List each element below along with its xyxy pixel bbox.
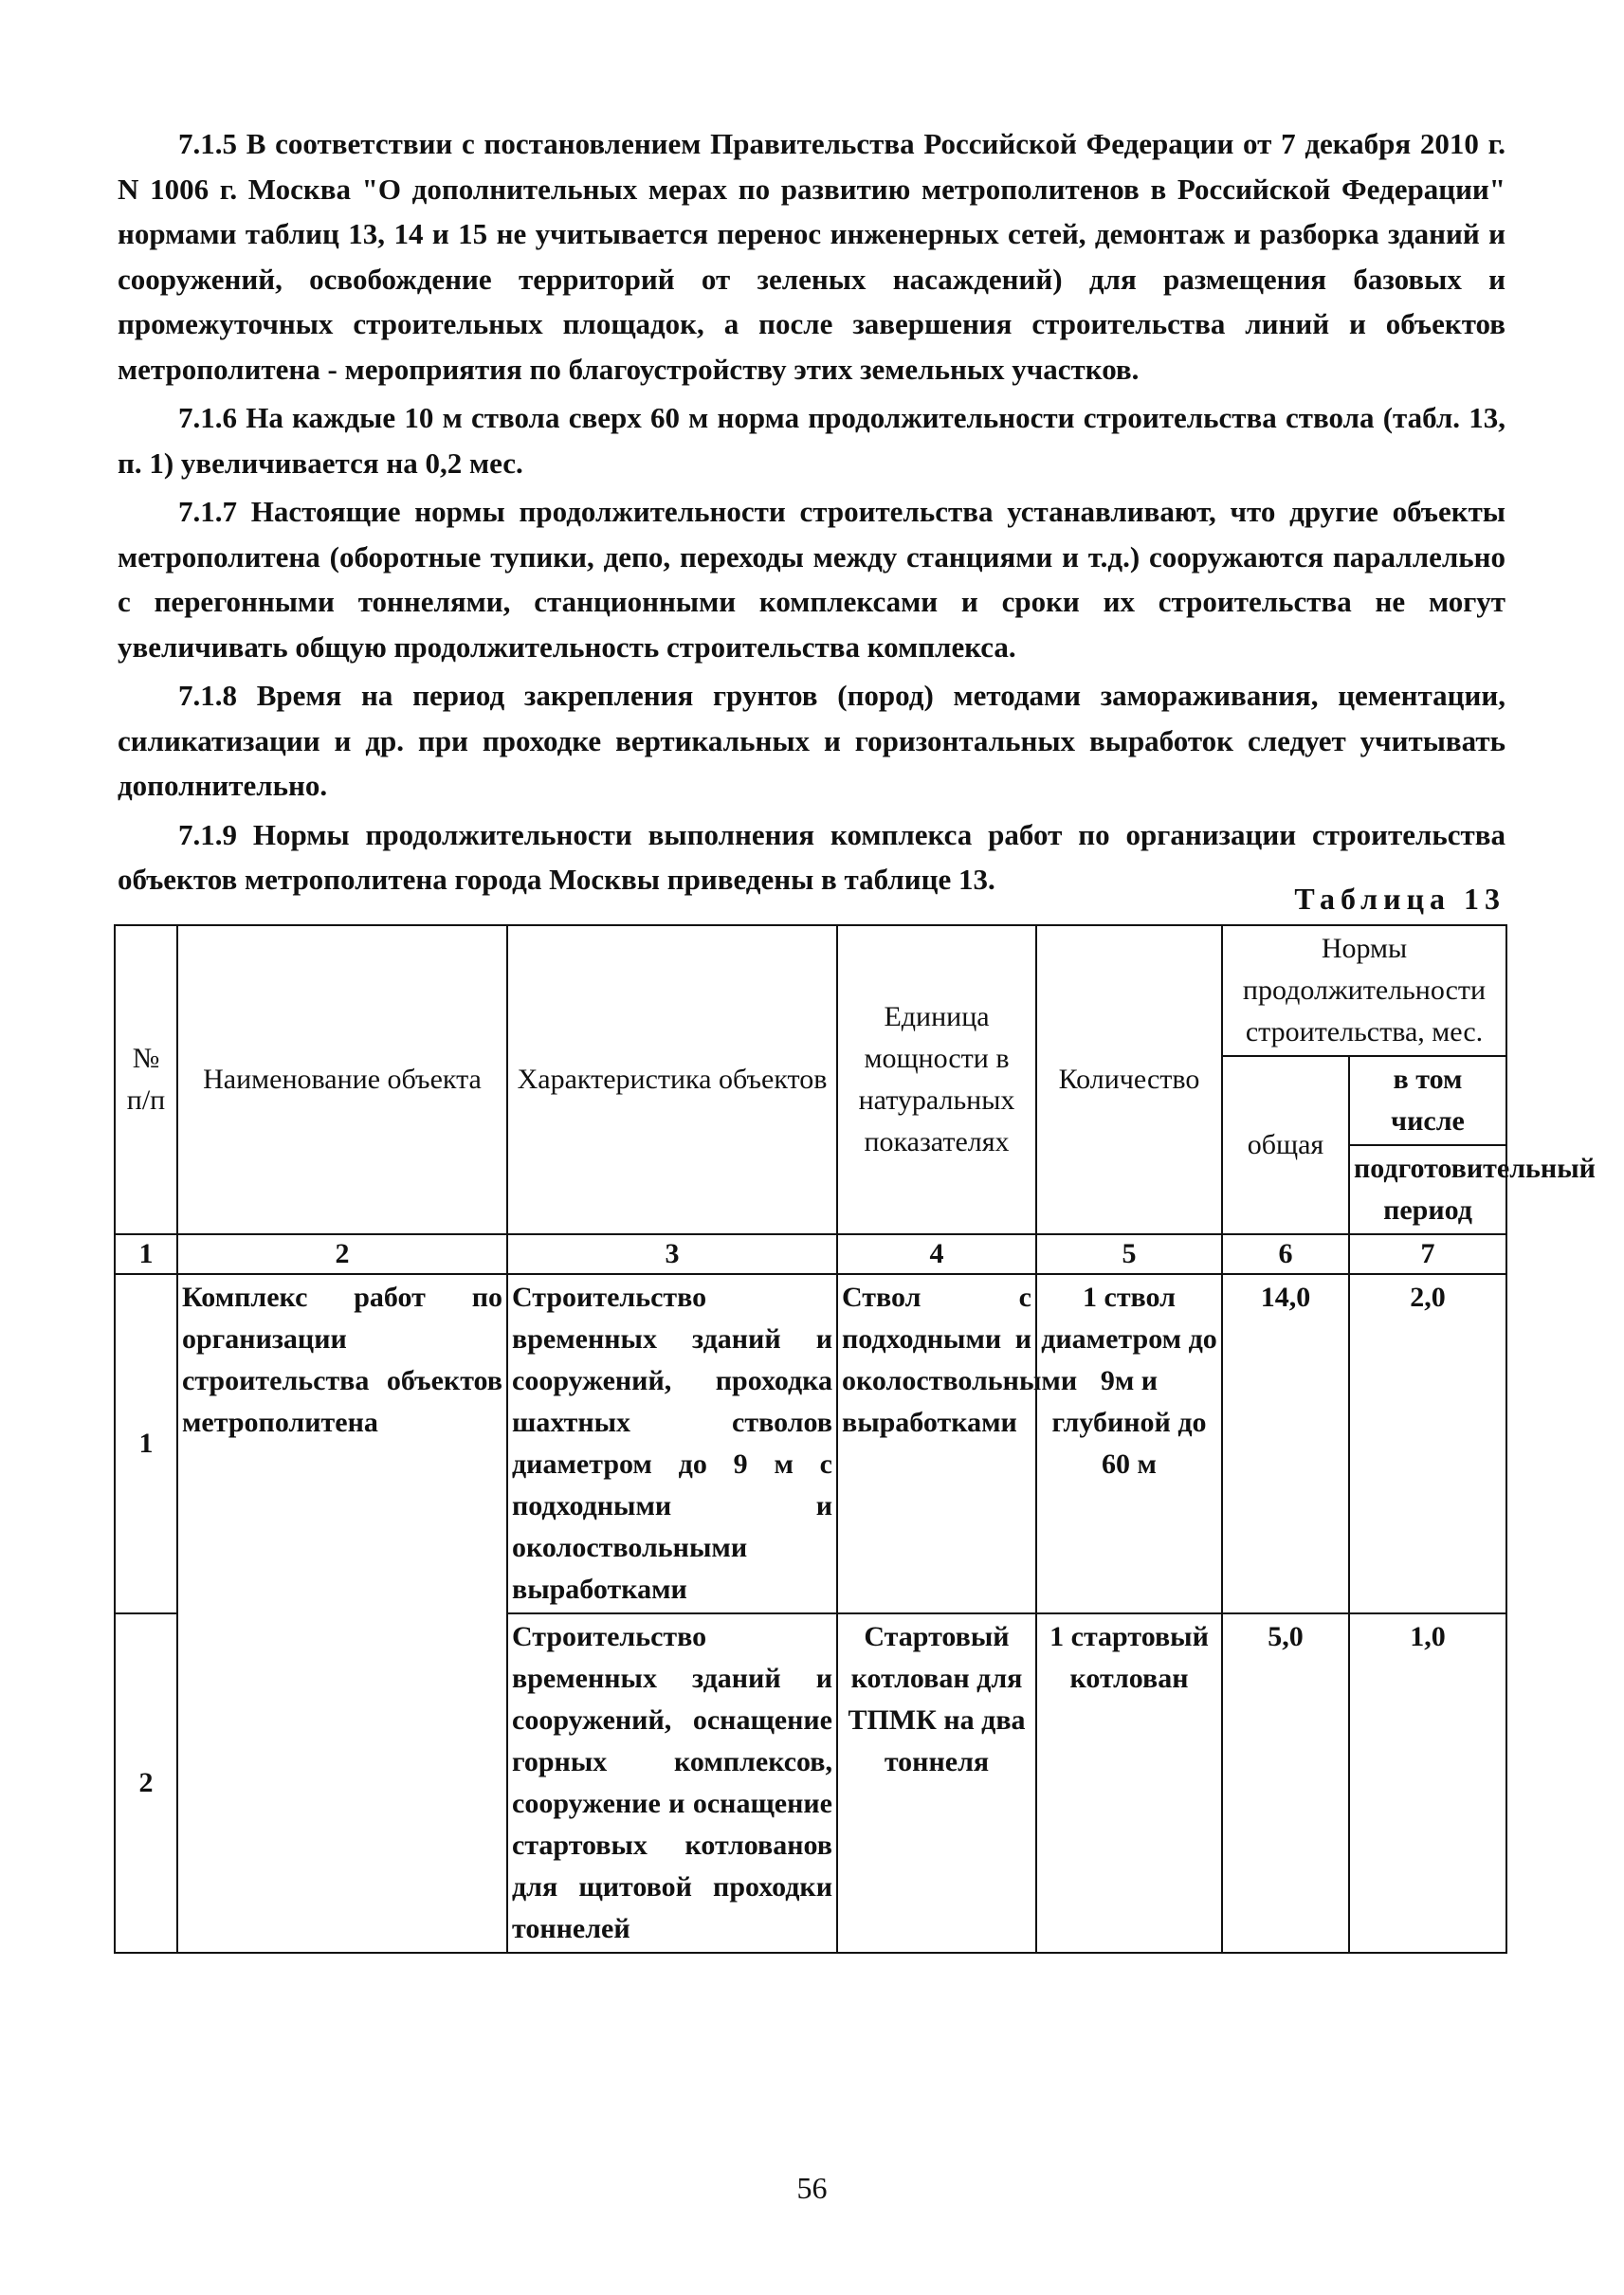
paragraph-7-1-8: 7.1.8 Время на период закрепления грунтов (пород) методами замораживания, цементации, силикатизации и др. при проходке вертикальных и горизонтальных выработок следует учитывать дополнительно. [118, 679, 1505, 802]
column-number: 4 [837, 1234, 1036, 1274]
total-cell: 14,0 [1222, 1274, 1349, 1613]
row-number: 1 [115, 1274, 177, 1613]
header-num: № п/п [115, 925, 177, 1234]
column-number: 7 [1349, 1234, 1506, 1274]
header-name: Наименование объекта [177, 925, 507, 1234]
unit-cell: Ствол с подходными и околоствольными выработками [837, 1274, 1036, 1613]
column-number: 2 [177, 1234, 507, 1274]
quantity-cell: 1 стартовый котлован [1036, 1613, 1222, 1953]
header-prep: подготовительный период [1349, 1145, 1506, 1234]
column-number: 3 [507, 1234, 837, 1274]
paragraph-7-1-6: 7.1.6 На каждые 10 м ствола сверх 60 м норма продолжительности строительства ствола (табл. 13, п. 1) увеличивается на 0,2 мес. [118, 401, 1505, 480]
column-number: 5 [1036, 1234, 1222, 1274]
prep-cell: 1,0 [1349, 1613, 1506, 1953]
header-characteristic: Характеристика объектов [507, 925, 837, 1234]
total-cell: 5,0 [1222, 1613, 1349, 1953]
header-unit: Единица мощности в натуральных показателях [837, 925, 1036, 1234]
prep-cell: 2,0 [1349, 1274, 1506, 1613]
row-number: 2 [115, 1613, 177, 1953]
characteristic-cell: Строительство временных зданий и сооружений, оснащение горных комплексов, сооружение и оснащение стартовых котлованов для щитовой проходки тоннелей [507, 1613, 837, 1953]
table-row [115, 1274, 1506, 1613]
paragraph-7-1-5: 7.1.5 В соответствии с постановлением Правительства Российской Федерации от 7 декабря 2010 г. N 1006 г. Москва "О дополнительных мерах по развитию метрополитенов в Российской Федерации" нормами таблиц 13, 14 и 15 не учитывается перенос инженерных сетей, демонтаж и разборка зданий и сооружений, освобождение территорий от зеленых насаждений) для размещения базовых и промежуточных строительных площадок, а после завершения строительства линий и объектов метрополитена - мероприятия по благоустройству этих земельных участков. [118, 127, 1505, 386]
header-quantity: Количество [1036, 925, 1222, 1234]
column-number: 1 [115, 1234, 177, 1274]
paragraph-7-1-7: 7.1.7 Настоящие нормы продолжительности строительства устанавливают, что другие объекты метрополитена (оборотные тупики, депо, переходы между станциями и т.д.) сооружаются параллельно с перегонными тоннелями, станционными комплексами и сроки их строительства не могут увеличивать общую продолжительность строительства комплекса. [118, 495, 1505, 664]
characteristic-cell: Строительство временных зданий и сооружений, проходка шахтных стволов диаметром до 9 м с подходными и околоствольными выработками [507, 1274, 837, 1613]
paragraph-7-1-9: 7.1.9 Нормы продолжительности выполнения комплекса работ по организации строительства объектов метрополитена города Москвы приведены в таблице 13. [118, 817, 1505, 896]
header-total: общая [1222, 1056, 1349, 1234]
unit-cell: Стартовый котлован для ТПМК на два тоннеля [837, 1613, 1036, 1953]
header-norms: Нормы продолжительности строительства, мес. [1222, 925, 1506, 1056]
table-caption: Таблица 13 [1294, 882, 1505, 916]
object-name-cell: Комплекс работ по организации строительства объектов метрополитена [177, 1274, 507, 1953]
norms-table [114, 924, 1596, 1954]
body-text [118, 121, 1505, 906]
quantity-cell: 1 ствол диаметром до 9м и глубиной до 60 м [1036, 1274, 1222, 1613]
page-number: 56 [796, 2171, 828, 2205]
column-number: 6 [1222, 1234, 1349, 1274]
header-including: в том числе [1349, 1056, 1506, 1145]
